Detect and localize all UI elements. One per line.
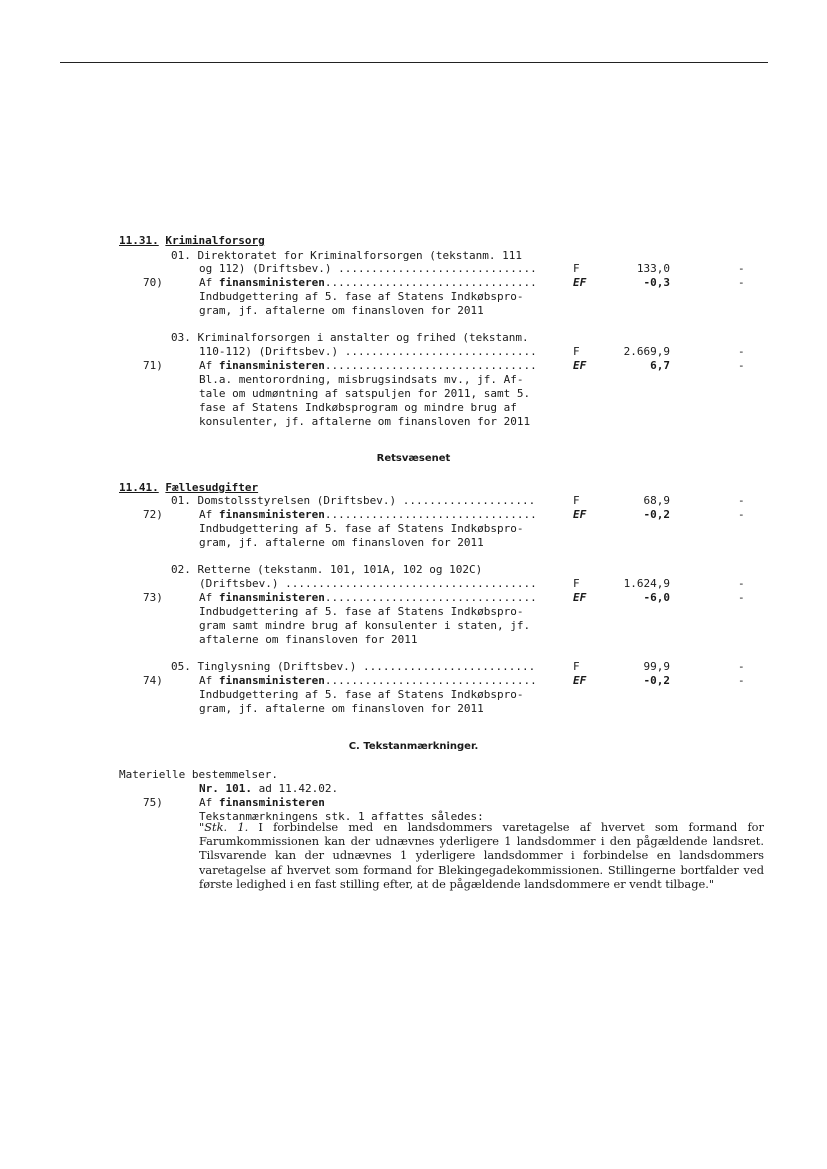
section-heading-11-31 <box>119 234 265 248</box>
change-text: Af <box>199 359 213 372</box>
note-line: fase af Statens Indkøbsprogram og mindre brug af <box>199 401 517 414</box>
quote-paragraph <box>199 820 764 891</box>
top-rule <box>60 62 768 63</box>
change-number: 72) <box>143 508 163 521</box>
dash: - <box>738 494 745 507</box>
subheading-retsvaesenet: Retsvæsenet <box>376 453 451 464</box>
change-text: Af <box>199 508 213 521</box>
heading-tekstanmaerkninger: C. Tekstanmærkninger. <box>348 741 479 752</box>
nr-ref: ad 11.42.02. <box>251 782 339 795</box>
note-line: Indbudgettering af 5. fase af Statens Indkøbspro- <box>199 522 524 535</box>
quote-open: " <box>199 820 205 834</box>
appropriation-code: EF <box>573 508 587 521</box>
appropriation-code: F <box>573 262 580 275</box>
section-title: Kriminalforsorg <box>165 234 265 247</box>
note-line: gram, jf. aftalerne om finansloven for 2011 <box>199 536 484 549</box>
change-line <box>199 508 537 522</box>
amount: 68,9 <box>643 494 670 507</box>
appropriation-code: EF <box>573 359 587 372</box>
change-line <box>199 796 325 810</box>
change-amount: 6,7 <box>650 359 670 372</box>
note-line: Indbudgettering af 5. fase af Statens Indkøbspro- <box>199 290 524 303</box>
dash: - <box>738 660 745 673</box>
item-line: 110-112) (Driftsbev.) ............................. <box>199 345 537 358</box>
item-line: og 112) (Driftsbev.) .............................. <box>199 262 537 275</box>
appropriation-code: EF <box>573 591 587 604</box>
item-line: 03. Kriminalforsorgen i anstalter og frihed (tekstanm. <box>171 331 529 344</box>
amount: 2.669,9 <box>623 345 670 358</box>
quote-body: I forbindelse med en landsdommers varetagelse af hvervet som formand for Farumkommissionen kan der udnævnes yderligere 1 landsdommer i den pågældende landsret. Tilsvarende kan der udnævnes 1 yderligere landsdommer i forbindelse en landsdommers varetagelse af hvervet som formand for Blekingegadekommissionen. Stillingerne bortfalder ved første ledighed i en fast stilling efter, at de pågældende landsdommere er vendt tilbage." <box>199 820 764 891</box>
dash: - <box>738 276 745 289</box>
leader-dots: ................................ <box>324 359 537 372</box>
stk-label: Stk. 1. <box>204 820 249 834</box>
dash: - <box>738 591 745 604</box>
note-line: Indbudgettering af 5. fase af Statens Indkøbspro- <box>199 605 524 618</box>
change-amount: -6,0 <box>643 591 670 604</box>
nr-label: Nr. 101. <box>199 782 252 795</box>
note-line: gram, jf. aftalerne om finansloven for 2011 <box>199 702 484 715</box>
item-line: 05. Tinglysning (Driftsbev.) .......................... <box>171 660 536 673</box>
note-line: gram, jf. aftalerne om finansloven for 2011 <box>199 304 484 317</box>
change-number: 70) <box>143 276 163 289</box>
amount: 99,9 <box>643 660 670 673</box>
proposer: finansministeren <box>218 276 325 289</box>
section-title: Fællesudgifter <box>165 481 259 494</box>
change-number: 73) <box>143 591 163 604</box>
tekst-intro: Tekstanmærkningens stk. 1 affattes således: <box>199 810 484 823</box>
change-amount: -0,3 <box>643 276 670 289</box>
note-line: konsulenter, jf. aftalerne om finansloven for 2011 <box>199 415 531 428</box>
section-heading-11-41 <box>119 481 258 495</box>
change-number: 74) <box>143 674 163 687</box>
item-line: 01. Domstolsstyrelsen (Driftsbev.) .................... <box>171 494 536 507</box>
materielle-bestemmelser: Materielle bestemmelser. <box>119 768 278 781</box>
amount: 1.624,9 <box>623 577 670 590</box>
change-number: 71) <box>143 359 163 372</box>
leader-dots: ................................ <box>324 674 537 687</box>
leader-dots: ................................ <box>324 508 537 521</box>
change-amount: -0,2 <box>643 508 670 521</box>
appropriation-code: F <box>573 345 580 358</box>
amount: 133,0 <box>636 262 670 275</box>
note-line: tale om udmøntning af satspuljen for 2011, samt 5. <box>199 387 531 400</box>
change-line <box>199 591 537 605</box>
leader-dots: ................................ <box>324 276 537 289</box>
dash: - <box>738 359 745 372</box>
change-number: 75) <box>143 796 163 809</box>
appropriation-code: F <box>573 660 580 673</box>
note-line: Indbudgettering af 5. fase af Statens Indkøbspro- <box>199 688 524 701</box>
note-line: aftalerne om finansloven for 2011 <box>199 633 418 646</box>
section-number: 11.31. <box>119 234 159 247</box>
proposer: finansministeren <box>218 796 325 809</box>
item-line: 02. Retterne (tekstanm. 101, 101A, 102 og 102C) <box>171 563 483 576</box>
proposer: finansministeren <box>218 674 325 687</box>
change-line <box>199 674 537 688</box>
dash: - <box>738 345 745 358</box>
item-line: (Driftsbev.) ...................................... <box>199 577 537 590</box>
item-line: 01. Direktoratet for Kriminalforsorgen (tekstanm. 111 <box>171 249 522 262</box>
change-text: Af <box>199 796 219 809</box>
change-text: Af <box>199 276 213 289</box>
change-text: Af <box>199 591 213 604</box>
proposer: finansministeren <box>218 359 325 372</box>
proposer: finansministeren <box>218 591 325 604</box>
leader-dots: ................................ <box>324 591 537 604</box>
change-amount: -0,2 <box>643 674 670 687</box>
change-line <box>199 359 537 373</box>
appropriation-code: F <box>573 577 580 590</box>
appropriation-code: EF <box>573 674 587 687</box>
dash: - <box>738 508 745 521</box>
section-number: 11.41. <box>119 481 159 494</box>
nr-line <box>199 782 338 796</box>
appropriation-code: F <box>573 494 580 507</box>
dash: - <box>738 674 745 687</box>
note-line: gram samt mindre brug af konsulenter i staten, jf. <box>199 619 531 632</box>
change-line <box>199 276 537 290</box>
dash: - <box>738 262 745 275</box>
change-text: Af <box>199 674 213 687</box>
note-line: Bl.a. mentorordning, misbrugsindsats mv., jf. Af- <box>199 373 524 386</box>
appropriation-code: EF <box>573 276 587 289</box>
dash: - <box>738 577 745 590</box>
proposer: finansministeren <box>218 508 325 521</box>
